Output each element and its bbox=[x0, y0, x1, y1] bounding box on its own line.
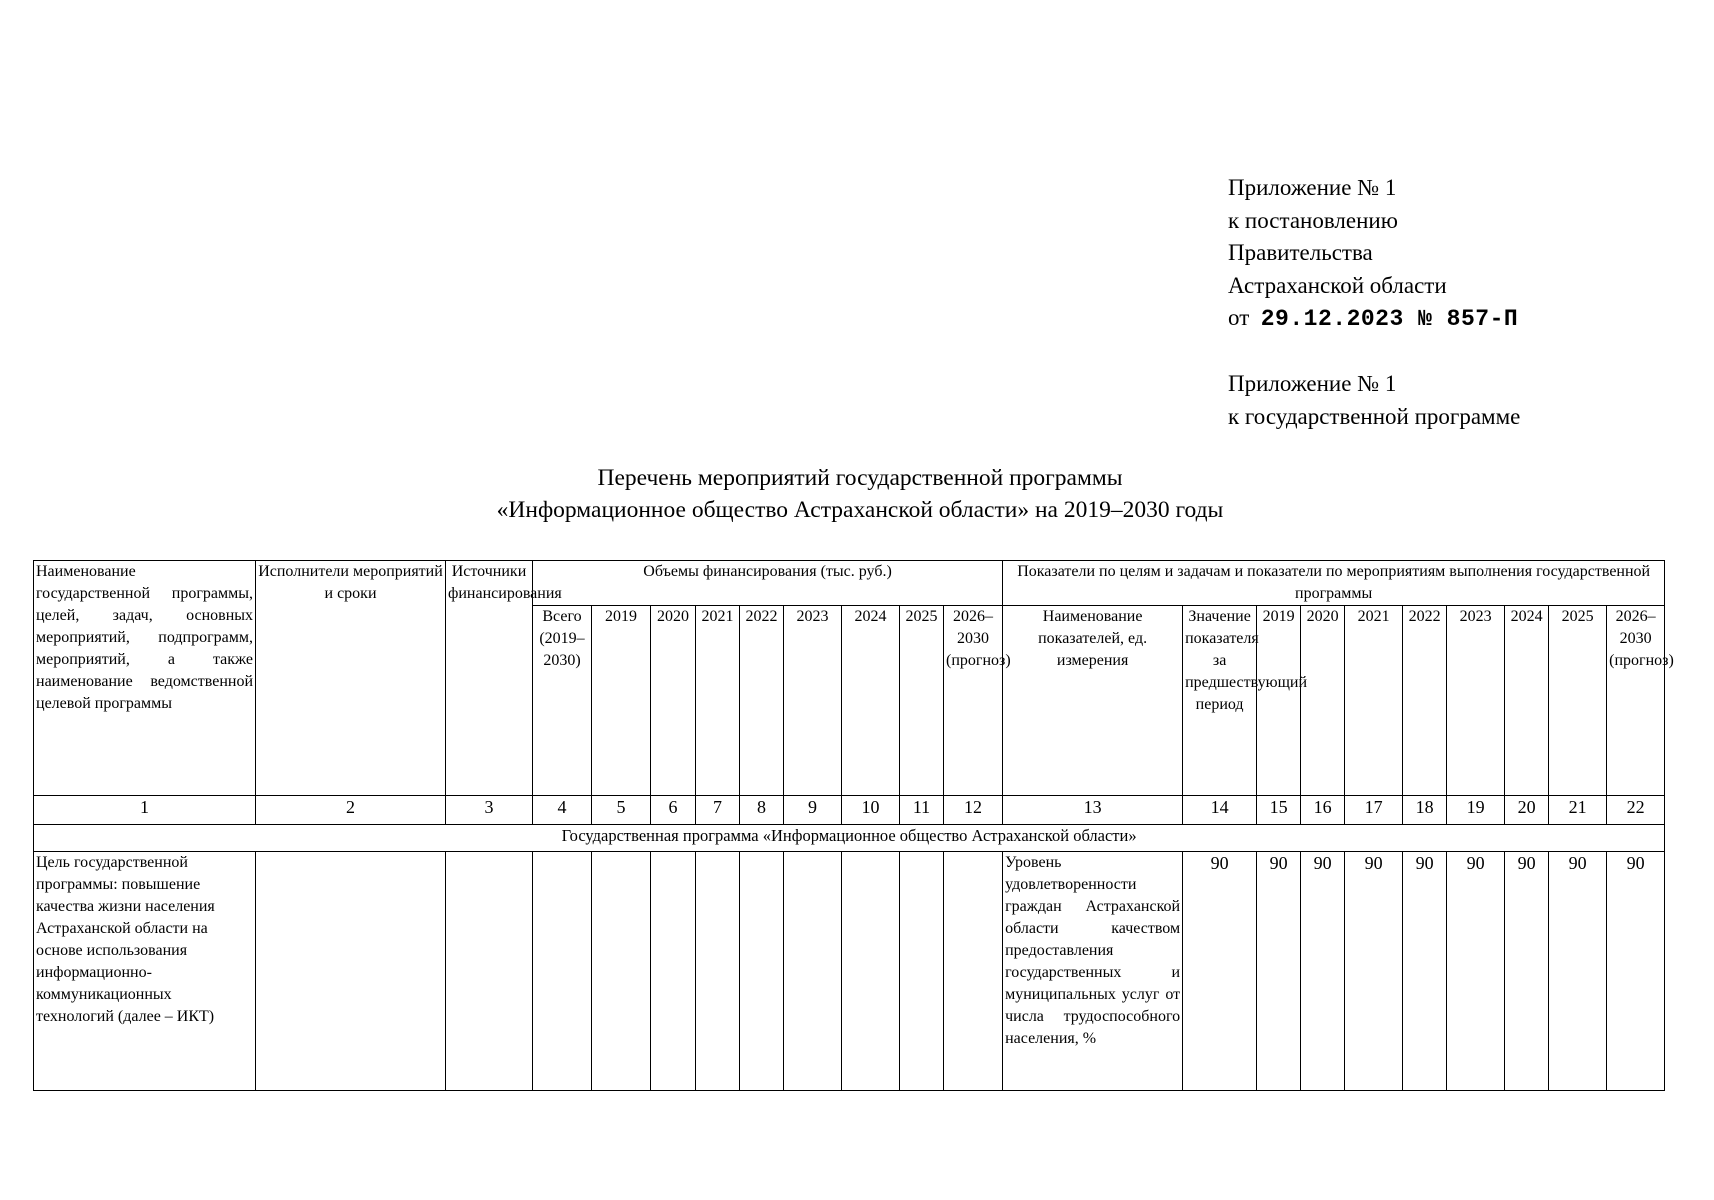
column-number: 10 bbox=[842, 796, 900, 825]
column-number: 13 bbox=[1003, 796, 1183, 825]
header-fin-2025: 2025 bbox=[900, 606, 944, 796]
empty-cell bbox=[651, 852, 696, 1091]
header-ind-2020: 2020 bbox=[1301, 606, 1345, 796]
goal-name-cell: Цель государственной программы: повышение качества жизни населения Астраханской области на основе использования информационно-коммуникационных технологий (далее – ИКТ) bbox=[34, 852, 256, 1091]
column-number: 17 bbox=[1345, 796, 1403, 825]
approval-line-4: Астраханской области bbox=[1228, 272, 1447, 298]
header-fin-2026: 2026–2030 (прогноз) bbox=[944, 606, 1003, 796]
approval-line-1: Приложение № 1 bbox=[1228, 175, 1397, 200]
column-number: 4 bbox=[533, 796, 592, 825]
empty-cell bbox=[784, 852, 842, 1091]
indicator-value: 90 bbox=[1447, 852, 1505, 1091]
date-prefix: от bbox=[1228, 305, 1250, 330]
empty-cell bbox=[256, 852, 446, 1091]
header-fin-2019: 2019 bbox=[592, 606, 651, 796]
header-program-name: Наименование государственной программы, целей, задач, основных мероприятий, подпрограмм, мероприятий, а также наименование ведомственной целевой программы bbox=[34, 561, 256, 796]
empty-cell bbox=[944, 852, 1003, 1091]
header-ind-2024: 2024 bbox=[1505, 606, 1549, 796]
decree-number: 29.12.2023 № 857-П bbox=[1260, 306, 1519, 332]
column-number: 20 bbox=[1505, 796, 1549, 825]
appendix-block bbox=[1228, 368, 1520, 433]
measures-table bbox=[33, 560, 1674, 1091]
approval-block bbox=[1228, 172, 1518, 336]
indicator-value: 90 bbox=[1607, 852, 1665, 1091]
header-ind-2026: 2026–2030 (прогноз) bbox=[1607, 606, 1665, 796]
header-ind-2025: 2025 bbox=[1549, 606, 1607, 796]
header-indicator-prev: Значение показателя за предшествующий период bbox=[1183, 606, 1257, 796]
column-number: 7 bbox=[696, 796, 740, 825]
header-fin-2023: 2023 bbox=[784, 606, 842, 796]
header-ind-2019: 2019 bbox=[1257, 606, 1301, 796]
document-title bbox=[300, 462, 1420, 526]
header-ind-2021: 2021 bbox=[1345, 606, 1403, 796]
goal-indicator-cell: Уровень удовлетворенности граждан Астраханской области качеством предоставления государственных и муниципальных услуг от числа трудоспособного населения, % bbox=[1003, 852, 1183, 1091]
header-total: Всего (2019–2030) bbox=[533, 606, 592, 796]
title-line-2: «Информационное общество Астраханской области» на 2019–2030 годы bbox=[496, 497, 1224, 523]
column-number: 22 bbox=[1607, 796, 1665, 825]
column-number-row bbox=[34, 796, 1665, 825]
empty-cell bbox=[696, 852, 740, 1091]
column-number: 18 bbox=[1403, 796, 1447, 825]
empty-cell bbox=[842, 852, 900, 1091]
indicator-value: 90 bbox=[1505, 852, 1549, 1091]
column-number: 5 bbox=[592, 796, 651, 825]
title-line-1: Перечень мероприятий государственной программы bbox=[597, 465, 1123, 491]
column-number: 11 bbox=[900, 796, 944, 825]
approval-date-line bbox=[1228, 302, 1518, 336]
column-number: 14 bbox=[1183, 796, 1257, 825]
appendix-line-1: Приложение № 1 bbox=[1228, 371, 1397, 396]
column-number: 12 bbox=[944, 796, 1003, 825]
column-number: 9 bbox=[784, 796, 842, 825]
approval-line-2: к постановлению bbox=[1228, 207, 1398, 233]
column-number: 15 bbox=[1257, 796, 1301, 825]
empty-cell bbox=[446, 852, 533, 1091]
column-number: 2 bbox=[256, 796, 446, 825]
indicator-value: 90 bbox=[1345, 852, 1403, 1091]
approval-line-3: Правительства bbox=[1228, 240, 1373, 265]
goal-row bbox=[34, 852, 1665, 1091]
indicator-value: 90 bbox=[1549, 852, 1607, 1091]
header-financing-group: Объемы финансирования (тыс. руб.) bbox=[533, 561, 1003, 606]
header-sources: Источники финансирования bbox=[446, 561, 533, 796]
column-number: 6 bbox=[651, 796, 696, 825]
appendix-line-2: к государственной программе bbox=[1228, 403, 1521, 429]
header-fin-2024: 2024 bbox=[842, 606, 900, 796]
header-indicator-name: Наименование показателей, ед. измерения bbox=[1003, 606, 1183, 796]
empty-cell bbox=[740, 852, 784, 1091]
indicator-value: 90 bbox=[1257, 852, 1301, 1091]
column-number: 1 bbox=[34, 796, 256, 825]
header-executors: Исполнители мероприятий и сроки bbox=[256, 561, 446, 796]
program-band: Государственная программа «Информационное общество Астраханской области» bbox=[34, 825, 1665, 852]
column-number: 16 bbox=[1301, 796, 1345, 825]
empty-cell bbox=[592, 852, 651, 1091]
column-number: 21 bbox=[1549, 796, 1607, 825]
empty-cell bbox=[533, 852, 592, 1091]
column-number: 8 bbox=[740, 796, 784, 825]
empty-cell bbox=[900, 852, 944, 1091]
indicator-value: 90 bbox=[1301, 852, 1345, 1091]
header-indicators-group: Показатели по целям и задачам и показатели по мероприятиям выполнения государственной программы bbox=[1003, 561, 1665, 606]
header-fin-2022: 2022 bbox=[740, 606, 784, 796]
column-number: 19 bbox=[1447, 796, 1505, 825]
header-fin-2021: 2021 bbox=[696, 606, 740, 796]
header-fin-2020: 2020 bbox=[651, 606, 696, 796]
header-ind-2022: 2022 bbox=[1403, 606, 1447, 796]
indicator-value: 90 bbox=[1403, 852, 1447, 1091]
indicator-value: 90 bbox=[1183, 852, 1257, 1091]
program-band-row bbox=[34, 825, 1665, 852]
header-ind-2023: 2023 bbox=[1447, 606, 1505, 796]
column-number: 3 bbox=[446, 796, 533, 825]
header-row-1 bbox=[34, 561, 1665, 606]
